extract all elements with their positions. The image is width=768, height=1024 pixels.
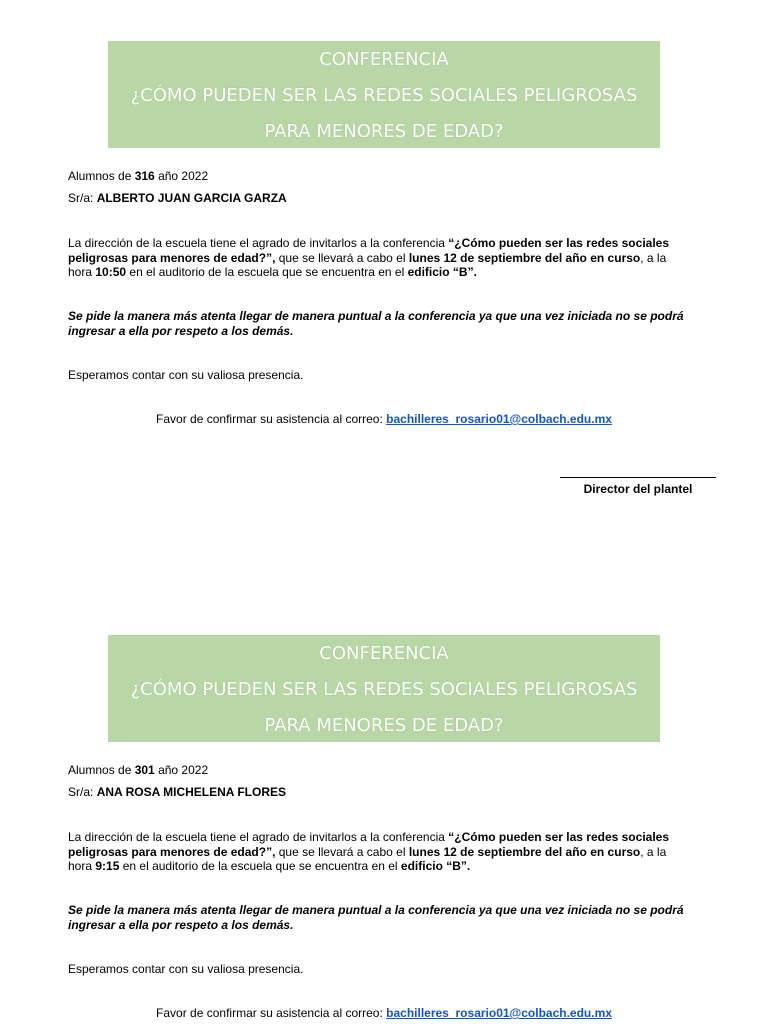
banner-question-line1: ¿CÓMO PUEDEN SER LAS REDES SOCIALES PELIGROSAS bbox=[130, 85, 638, 106]
conference-banner bbox=[108, 635, 660, 742]
recipient-name: ALBERTO JUAN GARCIA GARZA bbox=[96, 191, 287, 205]
closing-text: Esperamos contar con su valiosa presencia. bbox=[68, 962, 304, 976]
banner-title: CONFERENCIA bbox=[319, 643, 449, 664]
event-date: lunes 12 de septiembre del año en curso bbox=[408, 250, 641, 265]
event-building: edificio “B”. bbox=[407, 265, 477, 279]
event-time: 10:50 bbox=[95, 265, 127, 279]
recipient-line: Sr/a: ANA ROSA MICHELENA FLORES bbox=[68, 785, 287, 799]
event-time: 9:15 bbox=[95, 859, 120, 873]
banner-question-line2: PARA MENORES DE EDAD? bbox=[264, 121, 504, 142]
conference-title: “¿Cómo pueden ser las redes sociales peligrosas para menores de edad?”, bbox=[68, 236, 670, 265]
student-group-line: Alumnos de 316 año 2022 bbox=[68, 169, 209, 183]
conference-title: “¿Cómo pueden ser las redes sociales peligrosas para menores de edad?”, bbox=[68, 830, 670, 859]
banner-title: CONFERENCIA bbox=[319, 49, 449, 70]
conference-banner bbox=[108, 41, 660, 148]
recipient-name: ANA ROSA MICHELENA FLORES bbox=[96, 785, 287, 799]
email-link[interactable]: bachilleres_rosario01@colbach.edu.mx bbox=[386, 1006, 612, 1020]
punctuality-notice: Se pide la manera más atenta llegar de manera puntual a la conferencia ya que una vez iniciada no se podrá ingresar a ella por respeto a los demás. bbox=[68, 309, 684, 338]
event-date: lunes 12 de septiembre del año en curso bbox=[408, 844, 641, 859]
email-link[interactable]: bachilleres_rosario01@colbach.edu.mx bbox=[386, 412, 612, 426]
event-building: edificio “B”. bbox=[400, 859, 471, 873]
recipient-line: Sr/a: ALBERTO JUAN GARCIA GARZA bbox=[68, 191, 287, 205]
signature-label: Director del plantel bbox=[583, 482, 693, 496]
group-number: 316 bbox=[134, 169, 155, 183]
confirm-line: Favor de confirmar su asistencia al correo: bachilleres_rosario01@colbach.edu.mx bbox=[156, 1006, 612, 1020]
banner-question-line2: PARA MENORES DE EDAD? bbox=[264, 715, 504, 736]
group-number: 301 bbox=[134, 763, 155, 777]
banner-question-line1: ¿CÓMO PUEDEN SER LAS REDES SOCIALES PELIGROSAS bbox=[130, 679, 638, 700]
signature-line bbox=[560, 477, 716, 478]
closing-text: Esperamos contar con su valiosa presencia. bbox=[68, 368, 304, 382]
student-group-line: Alumnos de 301 año 2022 bbox=[68, 763, 209, 777]
confirm-line: Favor de confirmar su asistencia al correo: bachilleres_rosario01@colbach.edu.mx bbox=[156, 412, 612, 426]
invitation-body: La dirección de la escuela tiene el agrado de invitarlos a la conferencia “¿Cómo pueden ser las redes sociales peligrosas para menores de edad?”, que se llevará a cabo el lunes 12 de septiembre del año en curso, a la hora 10:50 en el auditorio de la escuela que se encuentra en el edificio “B”. bbox=[68, 236, 670, 279]
invitation-body: La dirección de la escuela tiene el agrado de invitarlos a la conferencia “¿Cómo pueden ser las redes sociales peligrosas para menores de edad?”, que se llevará a cabo el lunes 12 de septiembre del año en curso, a la hora 9:15 en el auditorio de la escuela que se encuentra en el edificio “B”. bbox=[68, 830, 670, 873]
punctuality-notice: Se pide la manera más atenta llegar de manera puntual a la conferencia ya que una vez iniciada no se podrá ingresar a ella por respeto a los demás. bbox=[68, 903, 684, 932]
